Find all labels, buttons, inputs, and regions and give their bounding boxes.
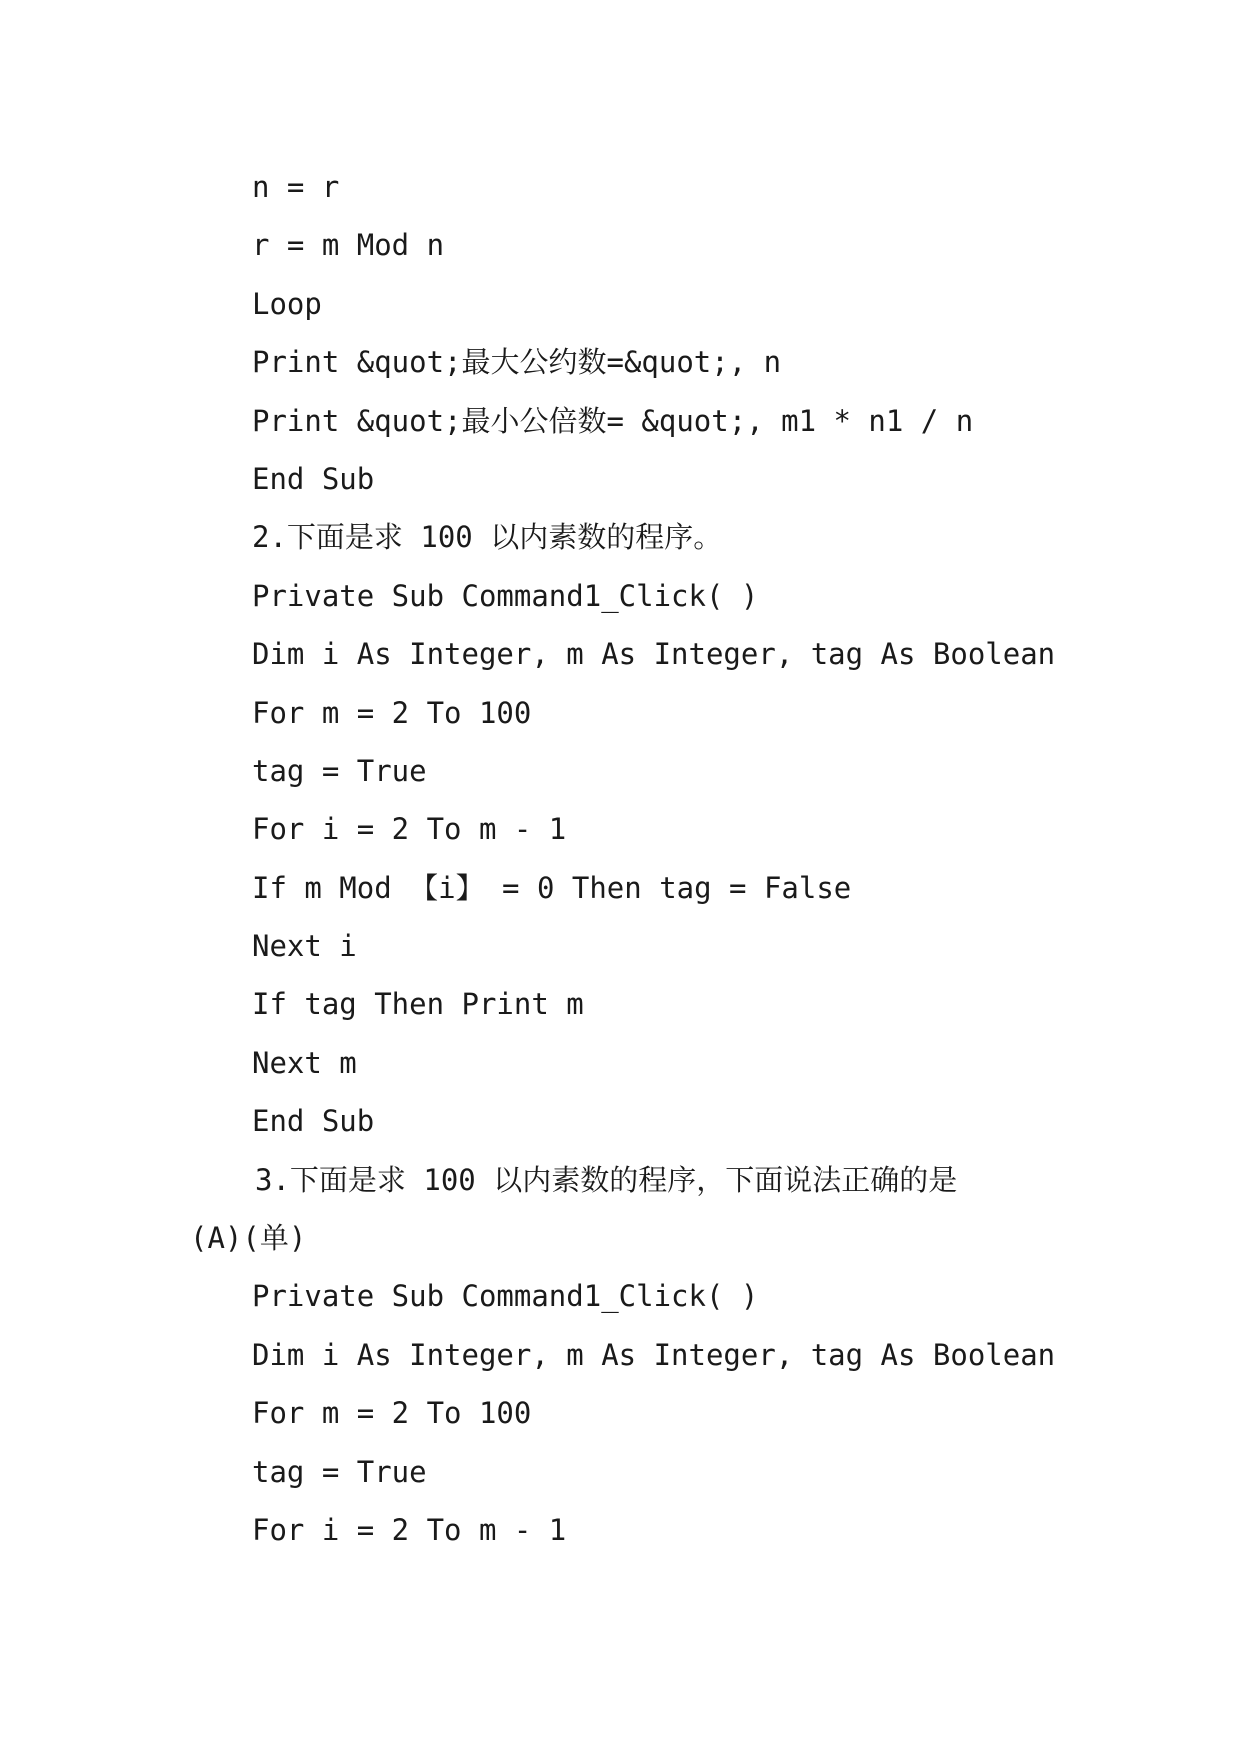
code-line: Print &quot;最大公约数=&quot;, n	[252, 345, 782, 380]
code-line: If tag Then Print m	[252, 987, 584, 1022]
question-heading: 2.下面是求 100 以内素数的程序。	[252, 520, 723, 555]
question-heading: 3.下面是求 100 以内素数的程序，下面说法正确的是	[255, 1162, 958, 1197]
code-line: Next m	[252, 1045, 357, 1080]
document-body	[0, 158, 1241, 1559]
code-line: Private Sub Command1_Click( )	[252, 578, 759, 613]
code-line: Next i	[252, 929, 357, 964]
code-line: Print &quot;最小公倍数= &quot;, m1 * n1 / n	[252, 403, 974, 438]
code-line: r = m Mod n	[252, 228, 445, 263]
code-line: Dim i As Integer, m As Integer, tag As Boolean	[252, 637, 1056, 672]
code-line: End Sub	[252, 461, 375, 496]
code-line: Dim i As Integer, m As Integer, tag As Boolean	[252, 1337, 1056, 1372]
code-line: tag = True	[252, 753, 427, 788]
code-line: If m Mod 【i】 = 0 Then tag = False	[252, 870, 852, 905]
question-answer-line: (A)(单)	[190, 1221, 307, 1256]
code-line: tag = True	[252, 1454, 427, 1489]
code-line: End Sub	[252, 1104, 375, 1139]
code-line: n = r	[252, 170, 340, 204]
code-line: Loop	[252, 286, 322, 321]
code-line: For i = 2 To m - 1	[252, 812, 567, 847]
code-line: For m = 2 To 100	[252, 1396, 532, 1431]
code-line: For m = 2 To 100	[252, 695, 532, 730]
code-line: For i = 2 To m - 1	[252, 1512, 567, 1547]
code-line: Private Sub Command1_Click( )	[252, 1279, 759, 1314]
